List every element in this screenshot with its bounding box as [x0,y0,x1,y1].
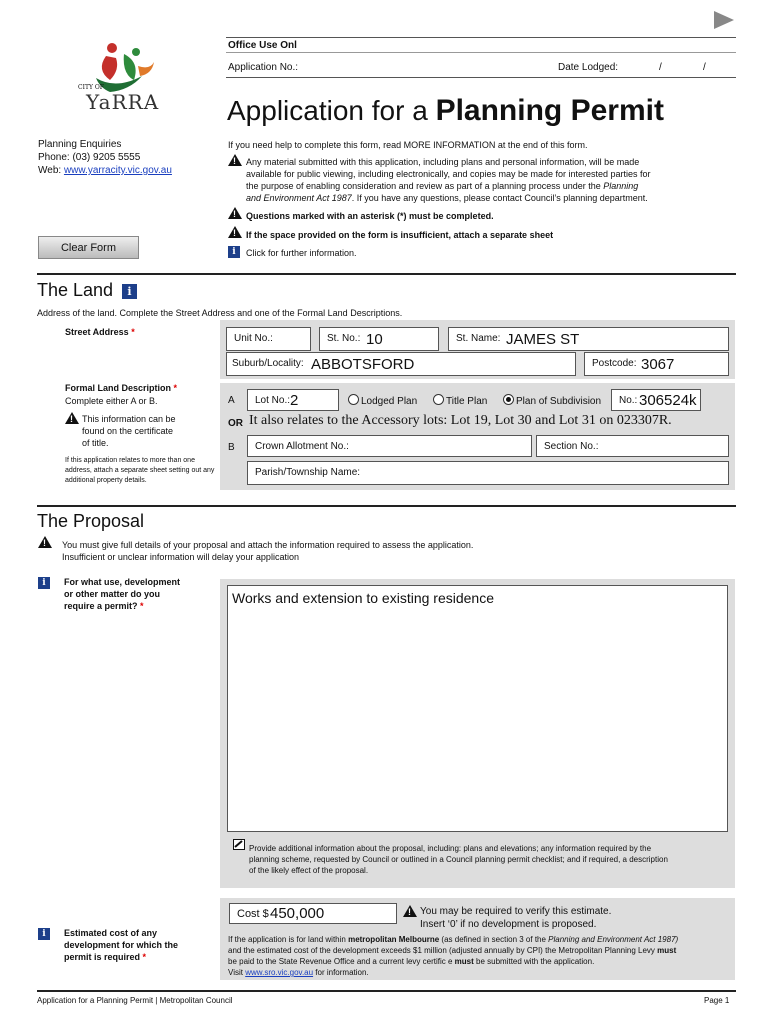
warning-icon [228,154,242,166]
web: Web: www.yarracity.vic.gov.au [38,165,172,176]
suburb-field[interactable]: Suburb/Locality: ABBOTSFORD [226,352,576,376]
section-title-proposal: The Proposal [37,511,145,531]
formal-land-label: Formal Land Description * [65,383,178,393]
additional-info-note: Provide additional information about the proposal, including: plans and elevations; any information required by the planning scheme, requested by Council or outlined in a Council planning permit checklist; and if required, a description of the likely effect of the proposal. [249,844,668,875]
info-icon[interactable]: i [38,577,50,589]
lodged-plan-radio[interactable]: Lodged Plan [348,394,417,408]
page-number: Page 1 [704,996,730,1005]
option-a-label: A [228,395,235,406]
website-link[interactable]: www.yarracity.vic.gov.au [63,165,172,176]
sro-link[interactable]: www.sro.vic.gov.au [245,968,314,977]
proposal-description-field[interactable]: Works and extension to existing residence [227,585,728,832]
postcode-field[interactable]: Postcode: 3067 [584,352,729,376]
date-slash: / [659,62,662,73]
multi-address-note: If this application relates to more than one address, attach a separate sheet setting out any additional property details. [65,457,215,484]
title-plan-radio[interactable]: Title Plan [433,394,487,408]
section-no-field[interactable]: Section No.: [536,435,729,457]
edit-note-icon [233,839,245,850]
street-name-field[interactable]: St. Name: JAMES ST [448,327,729,351]
crown-allotment-field[interactable]: Crown Allotment No.: [247,435,532,457]
office-use-title: Office Use Onl [228,40,297,51]
page-title: Application for a Planning Permit [227,94,664,127]
full-details-notice: You must give full details of your proposal and attach the information required to assess the application. Insufficient or unclear information will delay your application [62,540,474,562]
lot-no-field[interactable]: Lot No.: 2 [247,389,339,411]
estimated-cost-label: Estimated cost of any development for which the permit is required * [64,928,179,962]
info-icon: i [228,246,240,258]
phone: Phone: (03) 9205 5555 [38,152,141,163]
application-no-label: Application No.: [228,62,299,73]
logo-wordmark: YaRRA [86,90,160,114]
asterisk-notice: Questions marked with an asterisk (*) must be completed. [246,211,494,221]
logo-city-of: CITY OF [78,84,104,91]
land-info-icon[interactable]: i [122,284,137,299]
use-question-label: For what use, development or other matter do you require a permit? * [64,577,181,611]
yarra-logo [76,40,166,120]
material-notice: Any material submitted with this application, including plans and personal information, will be made available for public viewing, including electronically, and copies may be made for interested parties for the purpose of enabling consideration and review as part of a planning process under the Planning and Environment Act 1987. If you have any questions, please contact Council’s planning department. [246,157,651,203]
or-label: OR [228,418,243,429]
verify-notice: You may be required to verify this estimate. Insert ‘0’ if no development is proposed. [420,906,612,930]
info-icon[interactable]: i [38,928,50,940]
cost-field[interactable]: Cost $ 450,000 [229,903,397,924]
certificate-note: This information can be found on the certificate of title. [82,414,176,448]
accessory-lots-text: It also relates to the Accessory lots: Lot 19, Lot 30 and Lot 31 on 023307R. [249,413,672,428]
warning-icon [403,905,417,917]
section-title-land: The Land [37,280,114,300]
clear-form-button[interactable]: Clear Form [38,236,139,259]
metropolitan-levy-note: If the application is for land within metropolitan Melbourne (as defined in section 3 of the Planning and Environment Act 1987) and the estimated cost of the development exceeds $1 million (adjusted annually by CPI) the Metropolitan Planning Levy must be paid to the State Revenue Office and a current levy certific e must be submitted with the application. Visit www.sro.vic.gov.au for information. [228,935,679,977]
complete-a-or-b: Complete either A or B. [65,396,158,406]
unit-no-field[interactable]: Unit No.: [226,327,311,351]
warning-icon [38,536,52,548]
warning-icon [228,226,242,238]
option-b-label: B [228,442,235,453]
planning-enquiries: Planning Enquiries [38,139,122,150]
warning-icon [228,207,242,219]
click-info-text: Click for further information. [246,248,357,258]
plan-of-subdivision-radio[interactable]: Plan of Subdivision [503,394,601,408]
street-no-field[interactable]: St. No.: 10 [319,327,439,351]
land-description: Address of the land. Complete the Street Address and one of the Formal Land Descriptions. [37,308,403,318]
parish-field[interactable]: Parish/Township Name: [247,461,729,485]
date-slash: / [703,62,706,73]
separate-sheet-notice: If the space provided on the form is insufficient, attach a separate sheet [246,230,554,240]
footer-title: Application for a Planning Permit | Metropolitan Council [37,996,233,1005]
help-text: If you need help to complete this form, read MORE INFORMATION at the end of this form. [228,140,588,150]
next-page-arrow-icon[interactable] [712,10,736,30]
street-address-label: Street Address * [65,327,135,337]
plan-no-field[interactable]: No.: 306524k [611,389,701,411]
warning-icon [65,412,79,424]
date-lodged-label: Date Lodged: [558,62,619,73]
